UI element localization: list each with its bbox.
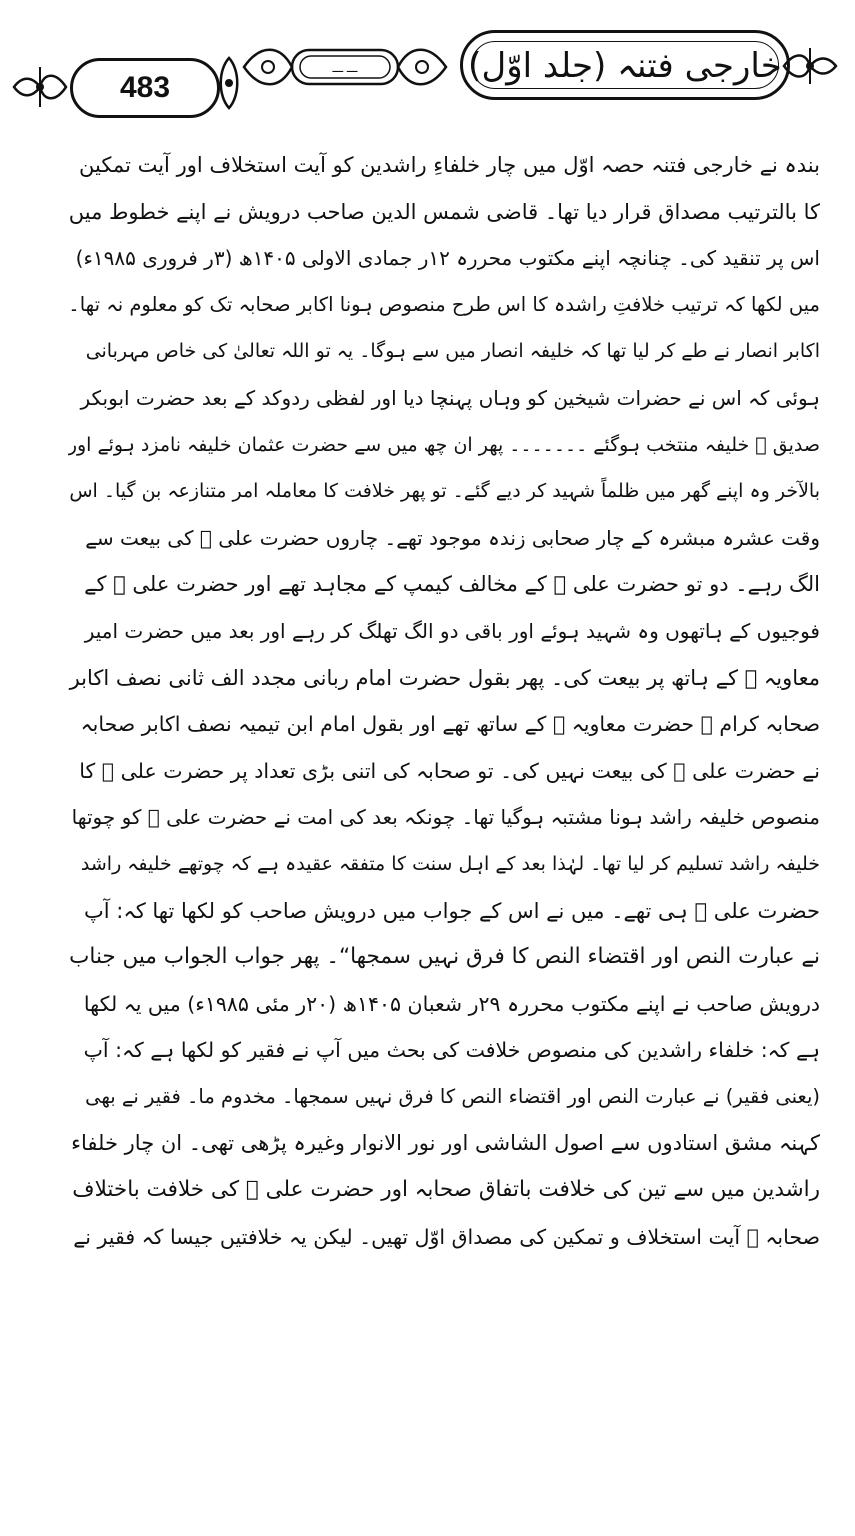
text-line: اکابر انصار نے طے کر لیا تھا کہ خلیفہ انصار میں سے ہوگا۔ یہ تو اللہ تعالیٰ کی خاص مہربانی — [85, 340, 820, 363]
text-line: وقت عشرہ مبشرہ کے چار صحابی زندہ موجود تھے۔ چاروں حضرت علی ﷛ کی بیعت سے — [85, 525, 820, 550]
text-line: خلیفہ راشد تسلیم کر لیا تھا۔ لہٰذا بعد کے اہل سنت کا متفقہ عقیدہ ہے کہ چوتھے خلیفہ راشد — [80, 852, 820, 875]
text-line: ہوئی کہ اس نے حضرات شیخین کو وہاں پہنچا دیا اور لفظی ردوکد کے بعد حضرت ابوبکر — [80, 385, 820, 410]
ornament-left-flourish-icon — [10, 62, 70, 112]
ornament-medallion-icon — [240, 42, 450, 92]
text-line: اس پر تنقید کی۔ چنانچہ اپنے مکتوب محررہ ۱۲ر جمادی الاولی ۱۴۰۵ھ (۳ر فروری ۱۹۸۵ء) — [75, 246, 820, 271]
page-header — [0, 0, 855, 130]
text-line: نے عبارت النص اور اقتضاء النص کا فرق نہیں سمجھا“۔ پھر جواب الجواب میں جناب — [69, 944, 820, 970]
running-title: خارجی فتنہ (جلد اوّل) — [468, 45, 782, 86]
text-line: (یعنی فقیر) نے عبارت النص اور اقتضاء النص کا فرق نہیں سمجھا۔ مخدوم ما۔ فقیر نے بھی — [85, 1084, 820, 1108]
text-line: راشدین میں سے تین کی خلافت باتفاق صحابہ اور حضرت علی ﷛ کی خلافت باختلاف — [72, 1177, 820, 1203]
text-line: صحابہ ﷡ آیت استخلاف و تمکین کی مصداق اوّل تھیں۔ لیکن یہ خلافتیں جیسا کہ فقیر نے — [73, 1224, 820, 1249]
text-line: نے حضرت علی ﷛ کی بیعت نہیں کی۔ تو صحابہ کی اتنی بڑی تعداد پر حضرت علی ﷛ کا — [79, 758, 820, 783]
text-line: بالآخر وہ اپنے گھر میں ظلماً شہید کر دیے گئے۔ تو پھر خلافت کا معاملہ امر متنازعہ بن گیا۔ اس — [69, 480, 820, 503]
text-line: معاویہ ﷛ کے ہاتھ پر بیعت کی۔ پھر بقول حضرت امام ربانی مجدد الف ثانی نصف اکابر — [69, 665, 820, 690]
text-line: کا بالترتیب مصداق قرار دیا تھا۔ قاضی شمس الدین صاحب درویش نے اپنے خطوط میں — [68, 199, 820, 224]
text-line: میں لکھا کہ ترتیب خلافتِ راشدہ کا اس طرح منصوص ہونا اکابر صحابہ تک کو معلوم نہ تھا۔ — [68, 292, 820, 316]
text-line: درویش صاحب نے اپنے مکتوب محررہ ۲۹ر شعبان ۱۴۰۵ھ (۲۰ر مئی ۱۹۸۵ء) میں یہ لکھا — [83, 991, 820, 1016]
text-line: کہنہ مشق استادوں سے اصول الشاشی اور نور الانوار وغیرہ پڑھی تھی۔ ان چار خلفاء — [71, 1131, 820, 1156]
text-line: حضرت علی ﷛ ہی تھے۔ میں نے اس کے جواب میں درویش صاحب کو لکھا تھا کہ: آپ — [84, 898, 820, 923]
text-line: صحابہ کرام ﷡ حضرت معاویہ ﷛ کے ساتھ تھے اور بقول امام ابن تیمیہ نصف اکابر صحابہ — [80, 712, 820, 737]
running-title-frame — [460, 30, 790, 100]
page-number: 483 — [119, 71, 171, 104]
text-line: بندہ نے خارجی فتنہ حصہ اوّل میں چار خلفاءِ راشدین کو آیت استخلاف اور آیت تمکین — [79, 153, 820, 177]
text-line: الگ رہے۔ دو تو حضرت علی ﷛ کے مخالف کیمپ کے مجاہد تھے اور حضرت علی ﷛ کے — [84, 572, 820, 597]
text-line: منصوص خلیفہ راشد ہونا مشتبہ ہوگیا تھا۔ چونکہ بعد کی امت نے حضرت علی ﷛ کو چوتھا — [71, 805, 820, 830]
page-number-frame — [70, 58, 220, 118]
text-line: صدیق ﷛ خلیفہ منتخب ہوگئے ۔۔۔۔۔۔۔ پھر ان چھ میں سے حضرت عثمان خلیفہ نامزد ہوئے اور — [68, 433, 820, 456]
medallion-text: ـــ ـــ — [332, 61, 358, 75]
text-line: ہے کہ: خلفاء راشدین کی منصوص خلافت کی بحث میں آپ نے فقیر کو لکھا ہے کہ: آپ — [83, 1038, 820, 1063]
text-line: فوجیوں کے ہاتھوں وہ شہید ہوئے اور باقی دو الگ تھلگ کر رہے اور بعد میں حضرت امیر — [84, 618, 820, 643]
body-text — [68, 142, 820, 1260]
